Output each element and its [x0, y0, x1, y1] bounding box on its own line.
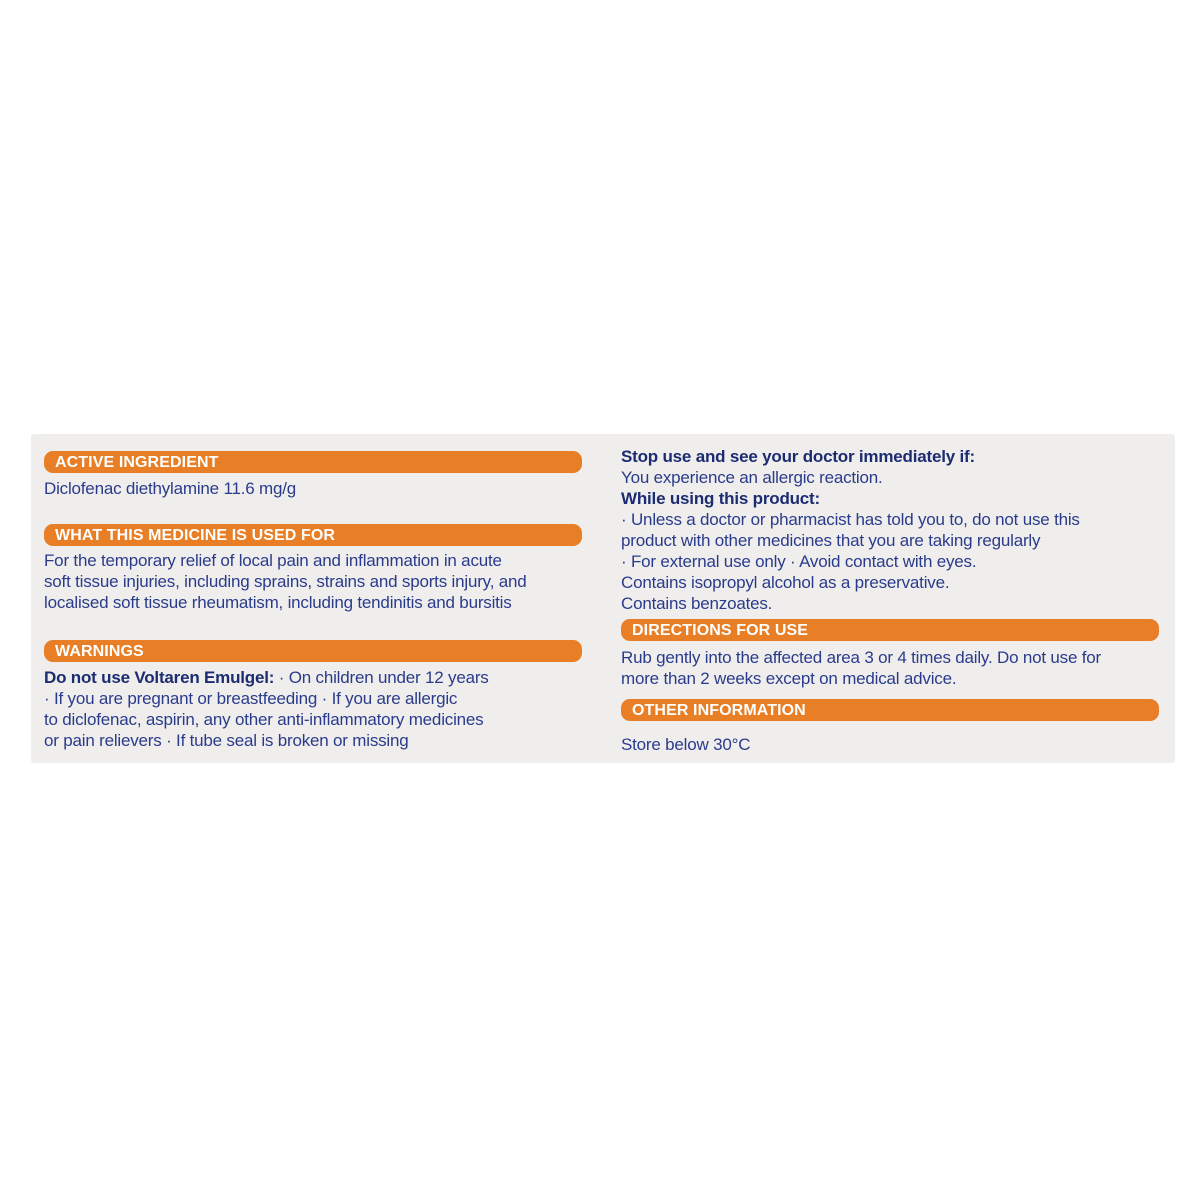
section-header-directions-for-use	[621, 619, 1159, 641]
text-line: · If you are pregnant or breastfeeding · If you are allergic	[44, 689, 458, 708]
text-line: Contains benzoates.	[621, 594, 773, 613]
section-header-what-this-medicine-is-used-for	[44, 524, 582, 546]
warnings-lead-bold: Do not use Voltaren Emulgel:	[44, 668, 275, 687]
section-header-label: OTHER INFORMATION	[632, 702, 806, 719]
stop-use-heading: Stop use and see your doctor immediately if:	[621, 447, 975, 466]
text-line: soft tissue injuries, including sprains, strains and sports injury, and	[44, 572, 527, 591]
text-line: product with other medicines that you are taking regularly	[621, 531, 1041, 550]
text-line: to diclofenac, aspirin, any other anti-inflammatory medicines	[44, 710, 484, 729]
text-line	[44, 667, 582, 688]
section-header-warnings	[44, 640, 582, 662]
stop-use-and-while-using-text	[621, 446, 1159, 614]
text-line: or pain relievers · If tube seal is broken or missing	[44, 731, 409, 750]
section-header-label: DIRECTIONS FOR USE	[632, 622, 809, 639]
text-line: For the temporary relief of local pain and inflammation in acute	[44, 551, 502, 570]
text-line: · For external use only · Avoid contact with eyes.	[621, 552, 977, 571]
text-line: · Unless a doctor or pharmacist has told you to, do not use this	[621, 510, 1080, 529]
medicine-information-panel	[31, 434, 1175, 763]
text-line: localised soft tissue rheumatism, including tendinitis and bursitis	[44, 593, 512, 612]
other-information-text	[621, 734, 1159, 755]
text-line: You experience an allergic reaction.	[621, 468, 883, 487]
active-ingredient-text	[44, 478, 582, 499]
while-using-heading: While using this product:	[621, 489, 820, 508]
text-line: Contains isopropyl alcohol as a preservative.	[621, 573, 950, 592]
section-header-label: ACTIVE INGREDIENT	[55, 454, 219, 471]
right-column	[621, 434, 1159, 763]
warnings-lead-rest: · On children under 12 years	[274, 668, 489, 687]
warnings-text	[44, 667, 582, 751]
section-header-label: WHAT THIS MEDICINE IS USED FOR	[55, 527, 336, 544]
left-column	[44, 434, 582, 763]
storage-condition: Store below 30°C	[621, 735, 751, 754]
section-header-other-information	[621, 699, 1159, 721]
text-line: more than 2 weeks except on medical advice.	[621, 669, 957, 688]
section-header-active-ingredient	[44, 451, 582, 473]
used-for-text	[44, 550, 582, 613]
section-header-label: WARNINGS	[55, 643, 144, 660]
directions-text	[621, 647, 1159, 689]
text-line: Diclofenac diethylamine 11.6 mg/g	[44, 479, 297, 498]
text-line: Rub gently into the affected area 3 or 4 times daily. Do not use for	[621, 648, 1101, 667]
